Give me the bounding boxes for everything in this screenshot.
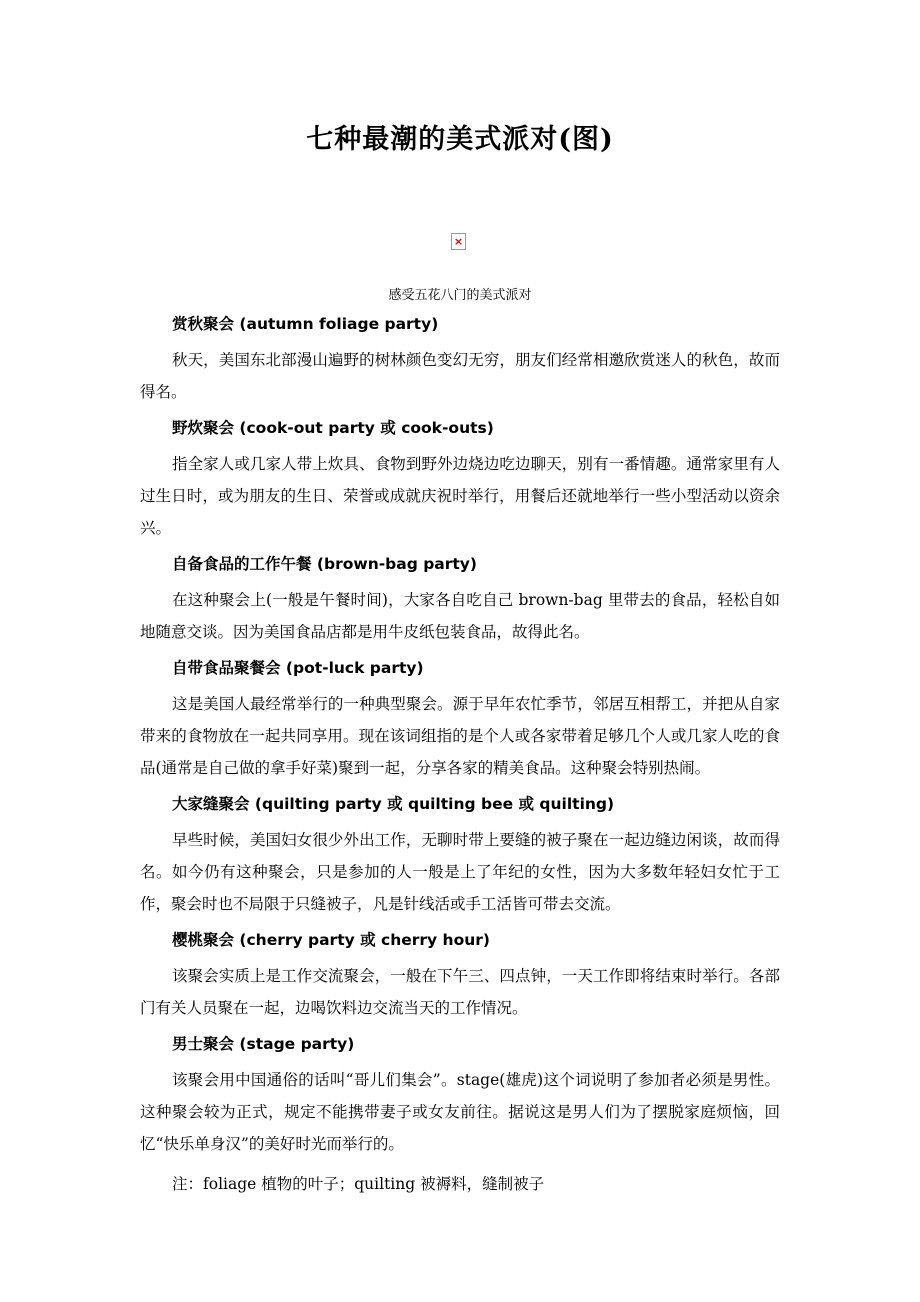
article-body xyxy=(140,312,780,1208)
section-paragraph: 在这种聚会上(一般是午餐时间)，大家各自吃自己 brown-bag 里带去的食品，轻松自如地随意交谈。因为美国食品店都是用牛皮纸包装食品，故得此名。 xyxy=(140,591,780,641)
document-title: 七种最潮的美式派对(图) xyxy=(306,124,614,155)
section-paragraph: 指全家人或几家人带上炊具、食物到野外边烧边吃边聊天，别有一番情趣。通常家里有人过生日时，或为朋友的生日、荣誉或成就庆祝时举行，用餐后还就地举行一些小型活动以资余兴。 xyxy=(140,455,780,537)
section-heading: 自备食品的工作午餐 (brown-bag party) xyxy=(172,555,477,573)
footnote: 注：foliage 植物的叶子；quilting 被褥料，缝制被子 xyxy=(172,1175,545,1193)
section-paragraph: 早些时候，美国妇女很少外出工作，无聊时带上要缝的被子聚在一起边缝边闲谈，故而得名。如今仍有这种聚会，只是参加的人一般是上了年纪的女性，因为大多数年轻妇女忙于工作，聚会时也不局限于只缝被子，凡是针线活或手工活皆可带去交流。 xyxy=(140,831,780,913)
section-heading: 男士聚会 (stage party) xyxy=(172,1035,355,1053)
section-paragraph: 秋天，美国东北部漫山遍野的树林颜色变幻无穷，朋友们经常相邀欣赏迷人的秋色，故而得名。 xyxy=(140,351,780,401)
section-heading: 野炊聚会 (cook-out party 或 cook-outs) xyxy=(172,419,494,437)
broken-image-icon: × xyxy=(451,233,466,250)
section-heading: 赏秋聚会 (autumn foliage party) xyxy=(172,315,439,333)
section-paragraph: 这是美国人最经常举行的一种典型聚会。源于早年农忙季节，邻居互相帮工，并把从自家带来的食物放在一起共同享用。现在该词组指的是个人或各家带着足够几个人或几家人吃的食品(通常是自己做的拿手好菜)聚到一起，分享各家的精美食品。这种聚会特别热闹。 xyxy=(140,695,780,777)
section-paragraph: 该聚会用中国通俗的话叫“哥儿们集会”。stage(雄虎)这个词说明了参加者必须是男性。这种聚会较为正式，规定不能携带妻子或女友前往。据说这是男人们为了摆脱家庭烦恼，回忆“快乐单身汉”的美好时光而举行的。 xyxy=(140,1071,780,1153)
image-caption: 感受五花八门的美式派对 xyxy=(388,288,532,303)
section-heading: 自带食品聚餐会 (pot-luck party) xyxy=(172,659,424,677)
section-heading: 樱桃聚会 (cherry party 或 cherry hour) xyxy=(172,931,490,949)
section-paragraph: 该聚会实质上是工作交流聚会，一般在下午三、四点钟，一天工作即将结束时举行。各部门有关人员聚在一起，边喝饮料边交流当天的工作情况。 xyxy=(140,967,780,1017)
section-heading: 大家缝聚会 (quilting party 或 quilting bee 或 quilting) xyxy=(172,795,615,813)
